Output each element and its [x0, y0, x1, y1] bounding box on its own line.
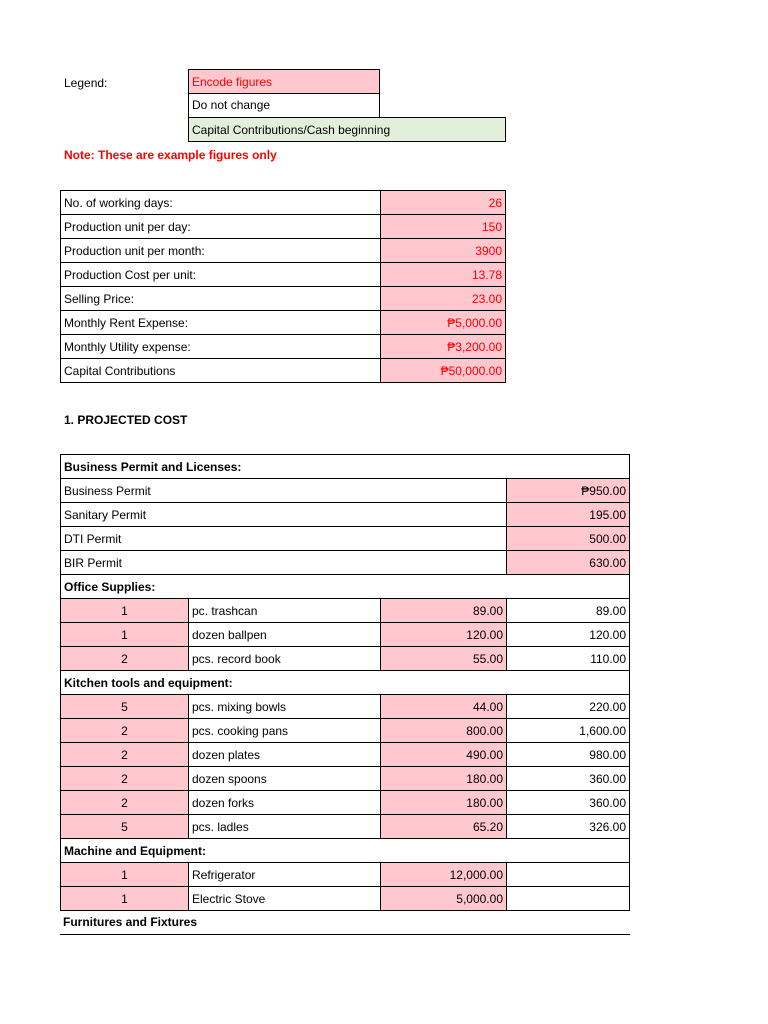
- permit-label: DTI Permit: [60, 526, 507, 551]
- param-label: No. of working days:: [60, 190, 381, 215]
- kitchen-tools-header: Kitchen tools and equipment:: [60, 670, 630, 695]
- item-total: 110.00: [506, 646, 630, 671]
- permit-value: ₱950.00: [506, 478, 630, 503]
- item-name: pcs. ladles: [188, 814, 381, 839]
- item-name: Electric Stove: [188, 886, 381, 911]
- item-price: 180.00: [380, 790, 507, 815]
- item-total: 120.00: [506, 622, 630, 647]
- legend-capital-contributions: Capital Contributions/Cash beginning: [188, 117, 506, 142]
- item-total: 326.00: [506, 814, 630, 839]
- param-value: 26: [380, 190, 506, 215]
- item-price: 490.00: [380, 742, 507, 767]
- item-price: 65.20: [380, 814, 507, 839]
- param-label: Production Cost per unit:: [60, 262, 381, 287]
- param-label: Capital Contributions: [60, 358, 381, 383]
- permit-label: Business Permit: [60, 478, 507, 503]
- item-price: 5,000.00: [380, 886, 507, 911]
- permit-value: 630.00: [506, 550, 630, 575]
- item-name: pcs. cooking pans: [188, 718, 381, 743]
- item-price: 44.00: [380, 694, 507, 719]
- item-name: dozen ballpen: [188, 622, 381, 647]
- item-total: 980.00: [506, 742, 630, 767]
- item-qty: 1: [60, 886, 189, 911]
- item-name: dozen plates: [188, 742, 381, 767]
- item-qty: 2: [60, 646, 189, 671]
- office-supplies-header: Office Supplies:: [60, 574, 630, 599]
- param-value: 23.00: [380, 286, 506, 311]
- item-total: 360.00: [506, 790, 630, 815]
- section-title: 1. PROJECTED COST: [64, 413, 188, 427]
- permits-header: Business Permit and Licenses:: [60, 454, 630, 479]
- param-label: Production unit per day:: [60, 214, 381, 239]
- param-value: 150: [380, 214, 506, 239]
- permit-value: 500.00: [506, 526, 630, 551]
- item-name: pc. trashcan: [188, 598, 381, 623]
- item-price: 89.00: [380, 598, 507, 623]
- item-total: [506, 862, 630, 887]
- permit-label: Sanitary Permit: [60, 502, 507, 527]
- param-value: ₱3,200.00: [380, 334, 506, 359]
- item-qty: 1: [60, 598, 189, 623]
- legend-encode-figures: Encode figures: [188, 69, 380, 94]
- item-qty: 1: [60, 862, 189, 887]
- param-label: Production unit per month:: [60, 238, 381, 263]
- machine-equipment-header: Machine and Equipment:: [60, 838, 630, 863]
- item-total: 360.00: [506, 766, 630, 791]
- param-value: 13.78: [380, 262, 506, 287]
- item-total: 220.00: [506, 694, 630, 719]
- item-name: Refrigerator: [188, 862, 381, 887]
- item-qty: 5: [60, 814, 189, 839]
- item-qty: 2: [60, 766, 189, 791]
- item-qty: 2: [60, 790, 189, 815]
- item-price: 120.00: [380, 622, 507, 647]
- param-label: Monthly Rent Expense:: [60, 310, 381, 335]
- param-label: Monthly Utility expense:: [60, 334, 381, 359]
- item-qty: 1: [60, 622, 189, 647]
- param-value: ₱5,000.00: [380, 310, 506, 335]
- item-name: dozen forks: [188, 790, 381, 815]
- item-name: pcs. mixing bowls: [188, 694, 381, 719]
- furniture-header: Furnitures and Fixtures: [60, 910, 630, 935]
- item-price: 55.00: [380, 646, 507, 671]
- item-total: [506, 886, 630, 911]
- item-price: 12,000.00: [380, 862, 507, 887]
- item-name: pcs. record book: [188, 646, 381, 671]
- example-note: Note: These are example figures only: [64, 148, 277, 162]
- item-qty: 5: [60, 694, 189, 719]
- legend-label: Legend:: [64, 76, 108, 90]
- param-value: ₱50,000.00: [380, 358, 506, 383]
- param-value: 3900: [380, 238, 506, 263]
- item-qty: 2: [60, 742, 189, 767]
- legend-do-not-change: Do not change: [188, 93, 380, 118]
- item-price: 800.00: [380, 718, 507, 743]
- item-qty: 2: [60, 718, 189, 743]
- permit-value: 195.00: [506, 502, 630, 527]
- item-name: dozen spoons: [188, 766, 381, 791]
- item-price: 180.00: [380, 766, 507, 791]
- item-total: 1,600.00: [506, 718, 630, 743]
- param-label: Selling Price:: [60, 286, 381, 311]
- item-total: 89.00: [506, 598, 630, 623]
- permit-label: BIR Permit: [60, 550, 507, 575]
